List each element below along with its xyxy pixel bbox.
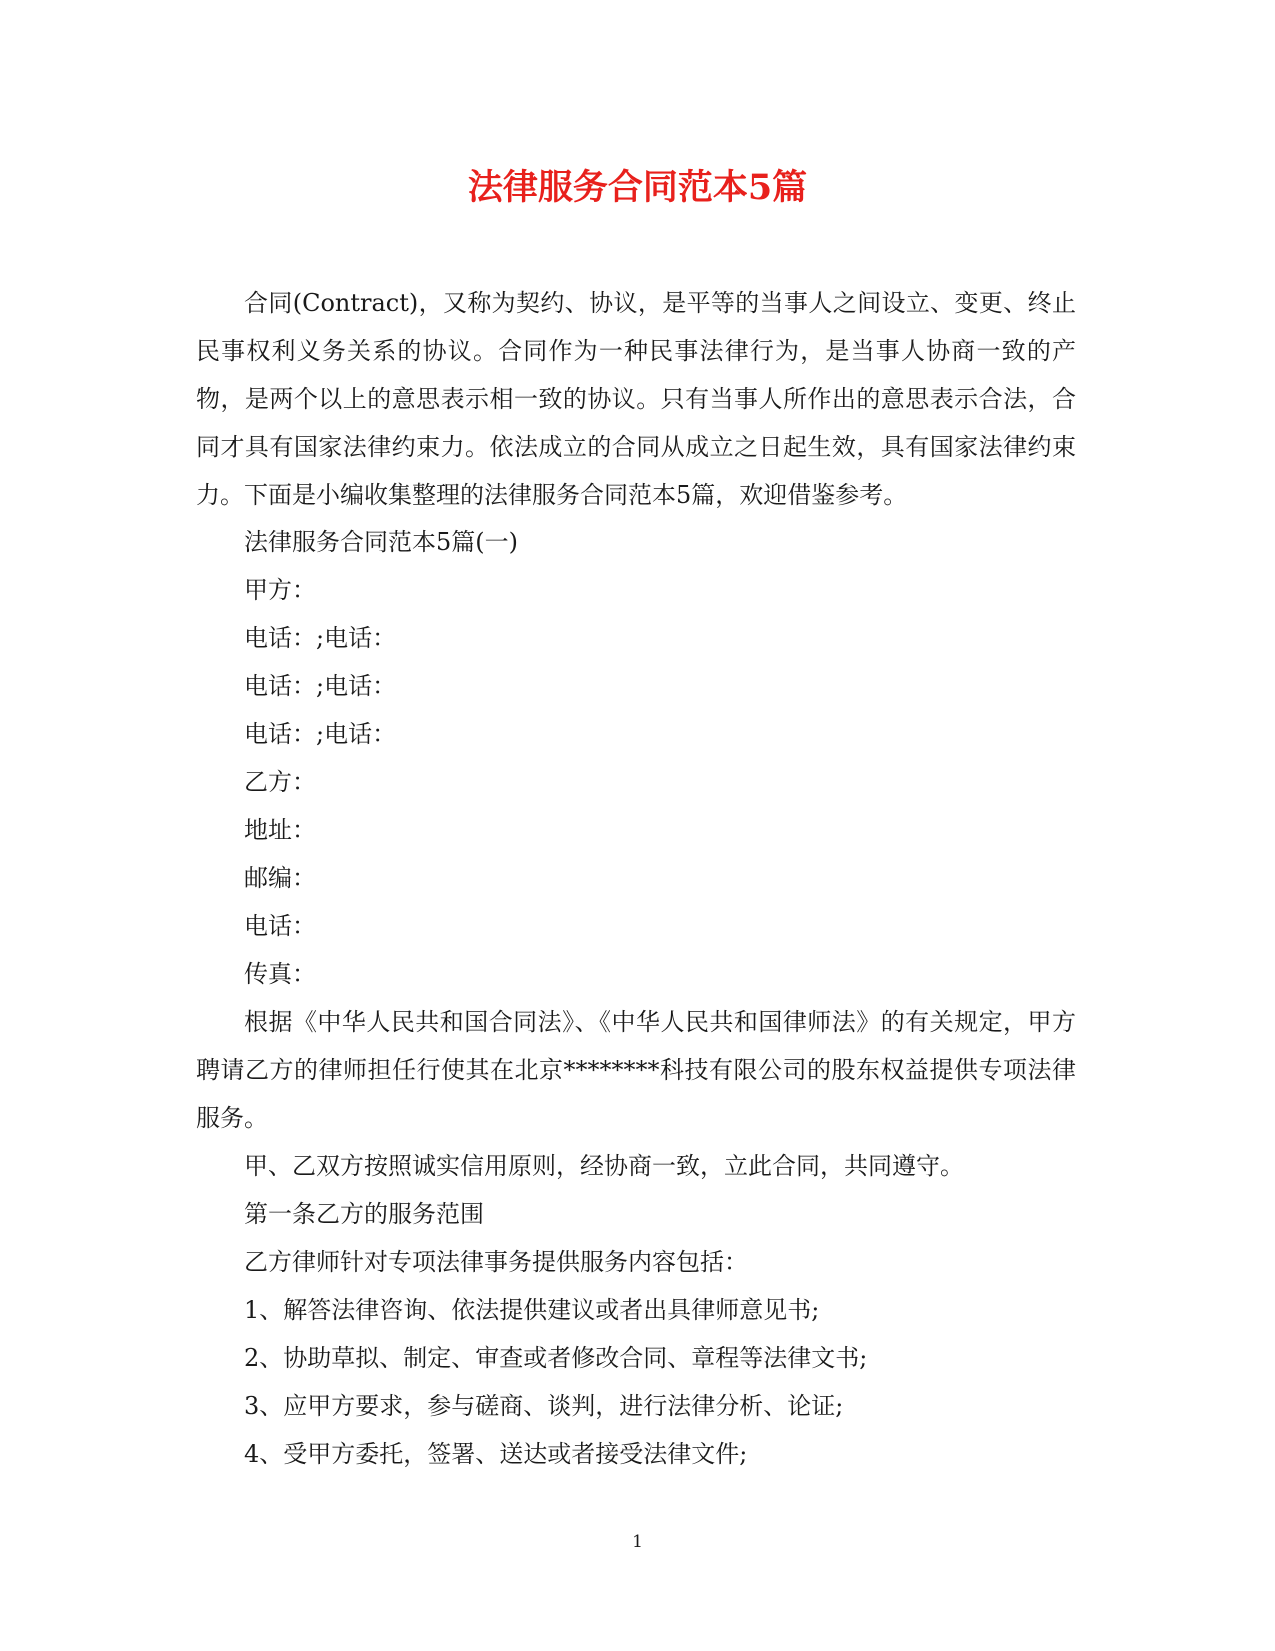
page-number: 1 [632, 1532, 643, 1552]
service-item: 4、受甲方委托，签署、送达或者接受法律文件; [244, 1440, 748, 1468]
agreement-paragraph: 甲、乙双方按照诚实信用原则，经协商一致，立此合同，共同遵守。 [244, 1152, 964, 1180]
body-lines [196, 518, 1076, 1478]
service-item: 2、协助草拟、制定、审查或者修改合同、章程等法律文书; [244, 1344, 868, 1372]
phone-line: 电话：;电话： [244, 720, 397, 748]
phone-line: 电话：;电话： [244, 672, 397, 700]
page-title: 法律服务合同范本5篇 [467, 167, 808, 208]
legal-basis-paragraph: 根据《中华人民共和国合同法》、《中华人民共和国律师法》的有关规定，甲方聘请乙方的律师担任行使其在北京********科技有限公司的股东权益提供专项法律服务。 [196, 1008, 1076, 1132]
phone-line: 电话：;电话： [244, 624, 397, 652]
phone-label: 电话： [244, 912, 316, 940]
service-item: 1、解答法律咨询、依法提供建议或者出具律师意见书; [244, 1296, 820, 1324]
intro-paragraph: 合同(Contract)，又称为契约、协议，是平等的当事人之间设立、变更、终止民事权利义务关系的协议。合同作为一种民事法律行为，是当事人协商一致的产物，是两个以上的意思表示相一致的协议。只有当事人所作出的意思表示合法，合同才具有国家法律约束力。依法成立的合同从成立之日起生效，具有国家法律约束力。下面是小编收集整理的法律服务合同范本5篇，欢迎借鉴参考。 [196, 289, 1076, 509]
fax-label: 传真： [244, 960, 316, 988]
postcode-label: 邮编： [244, 864, 316, 892]
address-label: 地址： [244, 816, 316, 844]
party-b-label: 乙方： [244, 768, 316, 796]
service-intro: 乙方律师针对专项法律事务提供服务内容包括： [244, 1248, 748, 1276]
party-a-label: 甲方： [244, 576, 316, 604]
section-heading: 法律服务合同范本5篇(一) [244, 528, 518, 556]
service-item: 3、应甲方要求，参与磋商、谈判，进行法律分析、论证; [244, 1392, 844, 1420]
article-heading: 第一条乙方的服务范围 [244, 1200, 484, 1228]
